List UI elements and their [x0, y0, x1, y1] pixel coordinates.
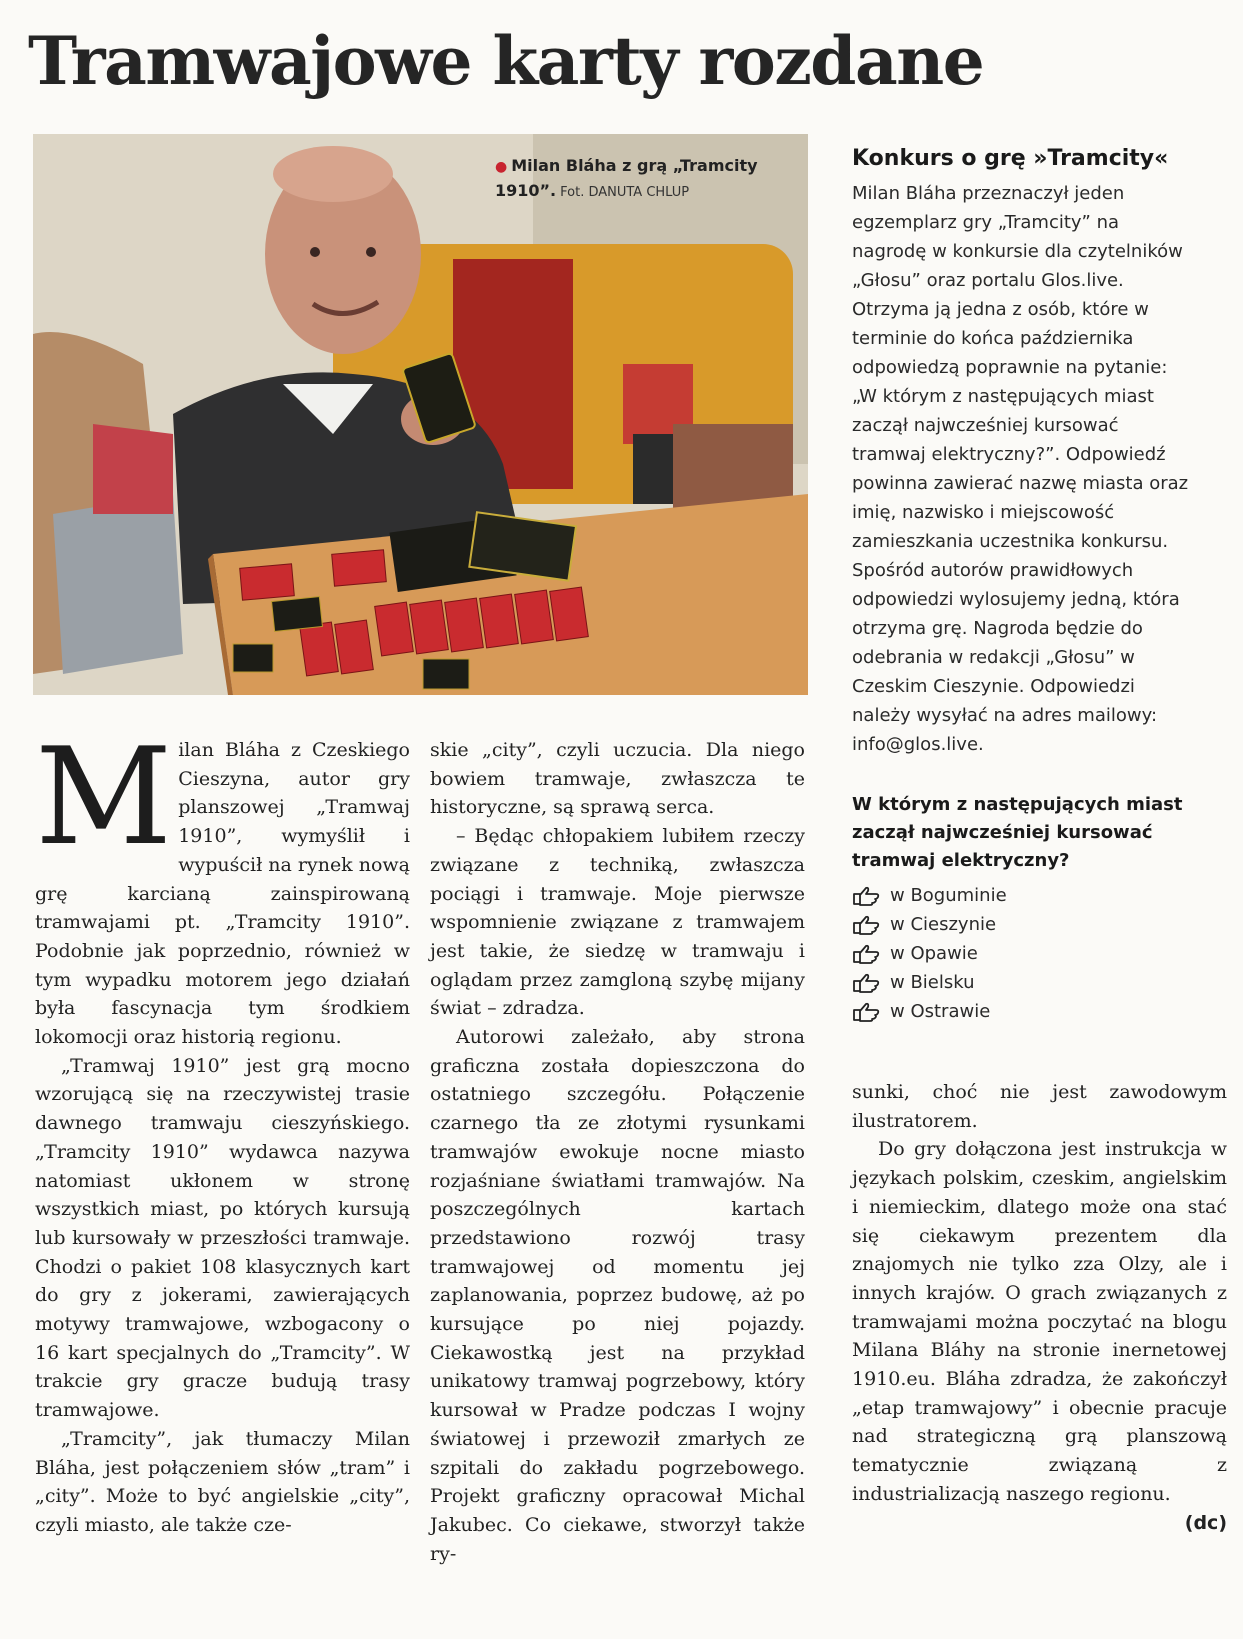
pointing-hand-icon — [852, 944, 880, 964]
contest-option: w Boguminie — [852, 881, 1197, 910]
contest-option: w Ostrawie — [852, 997, 1197, 1026]
article-column-1 — [35, 719, 411, 1540]
contest-question: W którym z następujących miast zaczął najwcześniej kursować tramwaj elektryczny? — [852, 794, 1183, 871]
article-paragraph: Do gry dołączona jest instrukcja w językach polskim, czeskim, angielskim i niemieckim, dlatego może ona stać się ciekawym prezentem dla znajomych nie tylko zza Olzy, ale i innych krajów. O grach związanych z tramwajami można poczytać na blogu Milana Bláhy na stronie inernetowej 1910.eu. Bláha zdradza, że zakończył „etap tramwajowy” i obecnie pracuje nad strategiczną grą planszową tematycznie związaną z industrializacją naszego regionu. — [852, 1138, 1227, 1505]
contest-option: w Cieszynie — [852, 910, 1197, 939]
article-paragraph: Milan Bláha z Czeskiego Cieszyna, autor gry planszowej „Tramwaj 1910”, wymyślił i wypuścił na rynek nową grę karcianą zainspirowaną tramwajami pt. „Tramcity 1910”. Podobnie jak poprzednio, również w tym wypadku motorem jego działań była fascynacja tym środkiem lokomocji oraz historią regionu. — [35, 719, 411, 1049]
author-signature: (dc) — [1184, 1511, 1227, 1534]
article-headline: Tramwajowe karty rozdane — [28, 22, 984, 100]
photo-caption — [495, 154, 795, 204]
contest-body: Milan Bláha przeznaczył jeden egzemplarz gry „Tramcity” na nagrodę w konkursie dla czytelników „Głosu” oraz portalu Glos.live. Otrzyma ją jedna z osób, które w terminie do końca października odpowiedzą poprawnie na pytanie: „W którym z następujących miast zaczął najwcześniej kursować tramwaj elektryczny?”. Odpowiedź powinna zawierać nazwę miasta oraz imię, nazwisko i miejscowość zamieszkania uczestnika konkursu. Spośród autorów prawidłowych odpowiedzi wylosujemy jedną, która otrzyma grę. Nagroda będzie do odebrania w redakcji „Głosu” w Czeskim Cieszynie. Odpowiedzi należy wysyłać na adres mailowy: info@glos.live. — [852, 183, 1189, 755]
contest-option: w Opawie — [852, 939, 1197, 968]
pointing-hand-icon — [852, 973, 880, 993]
contest-options — [852, 881, 1197, 1026]
photo-illustration — [33, 134, 808, 695]
article-column-2 — [430, 736, 805, 1568]
pointing-hand-icon — [852, 915, 880, 935]
dropcap: M — [35, 719, 173, 875]
pointing-hand-icon — [852, 1002, 880, 1022]
caption-credit: Fot. DANUTA CHLUP — [560, 185, 690, 200]
article-paragraph: „Tramcity”, jak tłumaczy Milan Bláha, jest połączeniem słów „tram” i „city”. Może to być angielskie „city”, czyli miasto, ale także cze- — [35, 1427, 410, 1536]
caption-name: Milan Bláha z grą „Tramcity 1910”. — [495, 156, 758, 200]
article-paragraph: – Będąc chłopakiem lubiłem rzeczy związane z techniką, zwłaszcza pociągi i tramwaje. Moje pierwsze wspomnienie związane z tramwajem jest takie, że siedzę w tramwaju i oglądam przez zamgloną szybę mijany świat – zdradza. — [430, 825, 805, 1020]
contest-sidebar — [852, 146, 1197, 1026]
article-photo — [33, 134, 808, 695]
article-paragraph: sunki, choć nie jest zawodowym ilustratorem. — [852, 1081, 1227, 1132]
caption-bullet-icon: ● — [495, 159, 508, 175]
article-paragraph: skie „city”, czyli uczucia. Dla niego bowiem tramwaje, zwłaszcza te historyczne, są sprawą serca. — [430, 739, 805, 819]
pointing-hand-icon — [852, 886, 880, 906]
article-paragraph: „Tramwaj 1910” jest grą mocno wzorującą się na rzeczywistej trasie dawnego tramwaju cieszyńskiego. „Tramcity 1910” wydawca nazywa natomiast ukłonem w stronę wszystkich miast, po których kursują lub kursowały w przeszłości tramwaje. Chodzi o pakiet 108 klasycznych kart do gry z jokerami, zawierających motywy tramwajowe, wzbogacony o 16 kart specjalnych do „Tramcity”. W trakcie gry gracze budują trasy tramwajowe. — [35, 1054, 410, 1422]
article-paragraph: Autorowi zależało, aby strona graficzna została dopieszczona do ostatniego szczegółu. Połączenie czarnego tła ze złotymi rysunkami tramwajów ewokuje nocne miasto rozjaśniane światłami tramwajów. Na poszczególnych kartach przedstawiono rozwój trasy tramwajowej od momentu jej zaplanowania, poprzez budowę, aż po kursujące po niej pojazdy. Ciekawostką jest na przykład unikatowy tramwaj pogrzebowy, który kursował w Pradze podczas I wojny światowej i przewoził zmarłych ze szpitali do zakładu pogrzebowego. Projekt graficzny opracował Michal Jakubec. Co ciekawe, stworzył także ry- — [430, 1026, 805, 1565]
article-column-3 — [852, 1078, 1227, 1537]
contest-option: w Bielsku — [852, 968, 1197, 997]
contest-title: Konkurs o grę »Tramcity« — [852, 146, 1169, 171]
